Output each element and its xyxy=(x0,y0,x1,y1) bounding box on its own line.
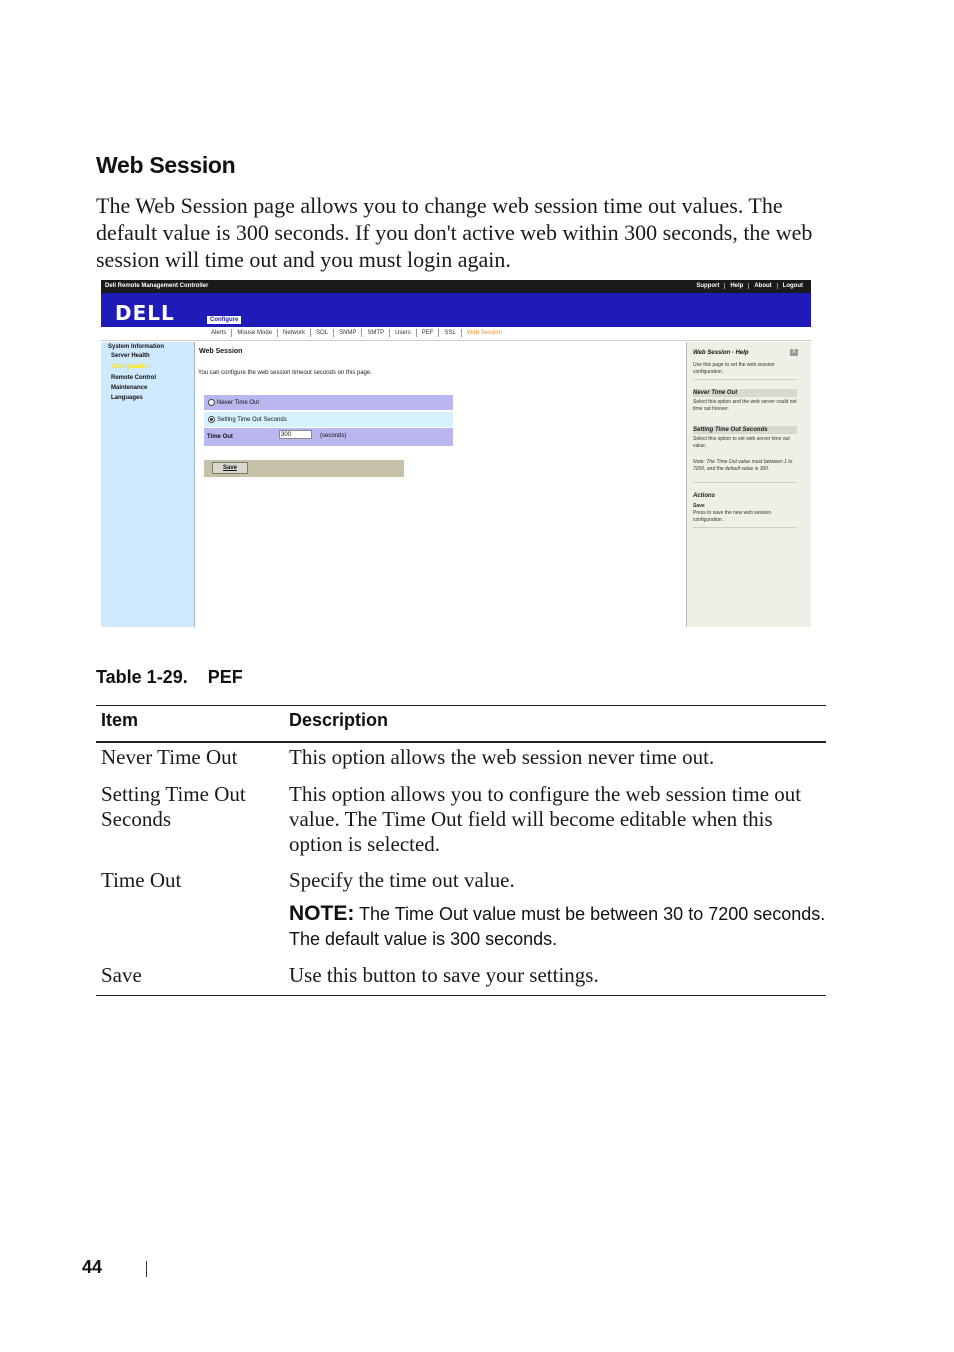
table-row-item: Setting Time Out Seconds xyxy=(101,782,246,831)
table-row-description: This option allows you to configure the web session time out value. The Time Out field will become editable when this option is selected. xyxy=(289,782,802,856)
help-divider xyxy=(693,482,797,483)
note-label: NOTE: xyxy=(289,902,355,925)
subnav-network[interactable]: Network xyxy=(277,329,310,337)
never-time-out-radio[interactable] xyxy=(208,399,215,406)
subnav-web-session[interactable]: Web Session xyxy=(461,329,507,337)
intro-paragraph: The Web Session page allows you to change web session time out values. The default value is 300 seconds. If you don't active web within 300 seconds, the web session will time out and you must login again. xyxy=(96,193,813,272)
subnav-smtp[interactable]: SMTP xyxy=(361,329,389,337)
help-actions-title: Actions xyxy=(693,493,716,499)
page-description: You can configure the web session timeout seconds on this page. xyxy=(198,370,372,376)
sub-navigation xyxy=(101,327,811,341)
top-links xyxy=(691,283,808,289)
save-button[interactable]: Save xyxy=(212,462,248,474)
subnav-sol[interactable]: SOL xyxy=(310,329,333,337)
sidebar-item-languages[interactable]: Languages xyxy=(111,395,143,401)
support-link[interactable]: Support xyxy=(696,283,720,289)
table-note xyxy=(289,901,826,952)
section-heading: Web Session xyxy=(96,152,236,178)
setting-time-out-radio[interactable] xyxy=(208,416,215,423)
sidebar-item-maintenance[interactable]: Maintenance xyxy=(111,385,148,391)
help-actions-save: Save xyxy=(693,503,705,509)
sidebar-item-server-health[interactable]: Server Health xyxy=(111,353,150,359)
table-header-rule xyxy=(96,741,826,743)
time-out-label: Time Out xyxy=(207,434,233,440)
action-bar xyxy=(204,460,404,477)
table-row-item: Never Time Out xyxy=(101,745,238,769)
brand-banner xyxy=(101,293,811,327)
table-row-item: Save xyxy=(101,963,142,987)
table-row-description: Use this button to save your settings. xyxy=(289,963,599,987)
column-header-item: Item xyxy=(101,710,139,730)
about-link[interactable]: About xyxy=(748,283,776,289)
help-note-text: Note: The Time Out value must between 1 to 7200, and the default value is 300. xyxy=(693,459,793,472)
sidebar xyxy=(101,342,195,627)
help-setting-text: Select this option to set web server time out value. xyxy=(693,436,790,449)
help-actions-text: Press to save the new web session configuration. xyxy=(693,510,772,523)
help-title: Web Session - Help xyxy=(693,350,749,356)
table-bottom-rule xyxy=(96,995,826,996)
page-number: 44 xyxy=(82,1257,103,1277)
column-header-description: Description xyxy=(289,710,389,730)
time-out-unit: (seconds) xyxy=(320,433,347,439)
subnav-users[interactable]: Users xyxy=(389,329,416,337)
help-never-title: Never Time Out xyxy=(693,389,797,397)
subnav-mouse-mode[interactable]: Mouse Mode xyxy=(231,329,277,337)
sidebar-item-remote-control[interactable]: Remote Control xyxy=(111,375,156,381)
app-title: Dell Remote Management Controller xyxy=(105,283,209,289)
main-content xyxy=(195,342,685,627)
web-session-screenshot xyxy=(101,280,811,627)
help-setting-title: Setting Time Out Seconds xyxy=(693,426,797,434)
subnav-alerts[interactable]: Alerts xyxy=(211,330,227,336)
help-never-text: Select this option and the web server could not time out forever. xyxy=(693,399,797,412)
help-panel xyxy=(686,342,811,627)
table-row-description: This option allows the web session never time out. xyxy=(289,745,715,769)
sidebar-item-system-information[interactable]: System Information xyxy=(108,344,165,350)
table-row-description: Specify the time out value. xyxy=(289,868,515,892)
close-icon[interactable]: X xyxy=(791,349,796,355)
page-number-divider xyxy=(146,1261,147,1277)
dell-logo: DELL xyxy=(115,301,175,325)
subnav-pef[interactable]: PEF xyxy=(416,329,439,337)
help-divider xyxy=(693,527,797,528)
table-top-rule xyxy=(96,705,826,706)
setting-time-out-label: Setting Time Out Seconds xyxy=(217,416,287,423)
table-caption xyxy=(96,667,243,688)
time-out-row xyxy=(204,428,453,446)
help-divider xyxy=(693,379,797,380)
help-intro: Use this page to set the web session configuration. xyxy=(693,362,775,375)
table-row-item: Time Out xyxy=(101,868,182,892)
tab-configure[interactable]: Configure xyxy=(207,316,241,324)
page-title: Web Session xyxy=(199,348,243,355)
logout-link[interactable]: Logout xyxy=(777,283,808,289)
never-time-out-row[interactable] xyxy=(204,395,453,410)
sidebar-item-configuration[interactable]: Configuration xyxy=(111,364,151,370)
subnav-ssl[interactable]: SSL xyxy=(438,329,460,337)
setting-time-out-row[interactable] xyxy=(204,412,453,427)
table-number: Table 1-29. xyxy=(96,667,188,687)
app-titlebar xyxy=(101,280,811,293)
help-link[interactable]: Help xyxy=(724,283,748,289)
time-out-input[interactable]: 300 xyxy=(279,430,312,439)
subnav-snmp[interactable]: SNMP xyxy=(333,329,361,337)
note-text: The Time Out value must be between 30 to 7200 seconds. The default value is 300 seconds. xyxy=(289,904,826,949)
never-time-out-label: Never Time Out xyxy=(217,399,260,406)
table-title: PEF xyxy=(207,667,243,687)
